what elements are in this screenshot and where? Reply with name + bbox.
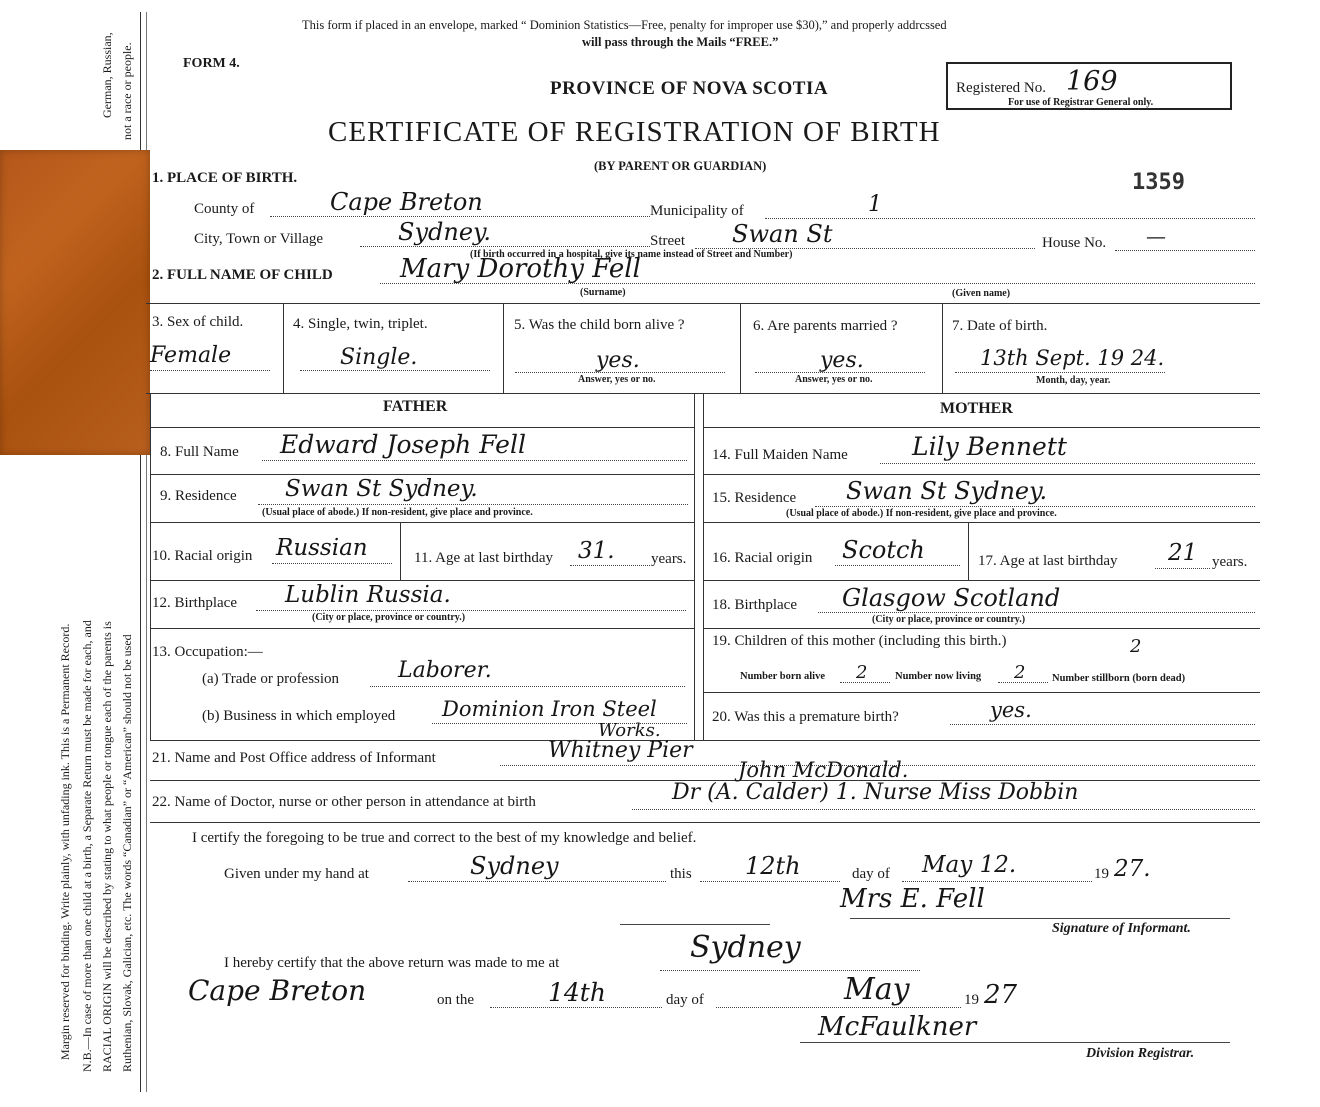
father-racial-value: Russian xyxy=(276,535,368,561)
premature-label: 20. Was this a premature birth? xyxy=(712,709,899,725)
mother-age-label: 17. Age at last birthday xyxy=(978,553,1118,569)
father-birthplace-line xyxy=(256,610,686,611)
stillborn-label: Number stillborn (born dead) xyxy=(1052,673,1186,684)
born-alive-label: 5. Was the child born alive ? xyxy=(514,317,685,333)
on-the-label: on the xyxy=(437,992,475,1008)
father-racial-line xyxy=(272,563,392,564)
father-row-4 xyxy=(150,580,694,581)
informant-signature: Mrs E. Fell xyxy=(840,884,985,914)
given-name-note: (Given name) xyxy=(952,288,1011,299)
house-label: House No. xyxy=(1042,235,1107,251)
father-row-5 xyxy=(150,628,694,629)
margin-note-4: Ruthenian, Slovak, Galician, etc. The words “Canadian” or “American” should not be used xyxy=(120,634,134,1072)
informant-signature-line xyxy=(850,918,1230,919)
dob-line xyxy=(955,372,1165,373)
hospital-note: (If birth occurred in a hospital, give its name instead of Street and Number) xyxy=(470,249,793,260)
plurality-line xyxy=(300,370,490,371)
registrar-place-value: Sydney xyxy=(690,930,801,965)
children-value: 2 xyxy=(1130,636,1142,657)
day-of-label: day of xyxy=(852,866,890,882)
business-value-2: Works. xyxy=(598,720,661,741)
mother-name-label: 14. Full Maiden Name xyxy=(712,447,848,463)
mother-row-2 xyxy=(703,474,1260,475)
child-name-value: Mary Dorothy Fell xyxy=(400,254,641,284)
registrar-signature: McFaulkner xyxy=(818,1012,977,1042)
registrar-day-line xyxy=(490,1007,662,1008)
mother-birthplace-label: 18. Birthplace xyxy=(712,597,797,613)
informant-signature-label: Signature of Informant. xyxy=(1052,921,1191,936)
born-alive-note: Answer, yes or no. xyxy=(578,374,656,385)
page-title: CERTIFICATE OF REGISTRATION OF BIRTH xyxy=(328,116,941,148)
registered-box xyxy=(946,62,1232,110)
county-value: Cape Breton xyxy=(330,188,483,216)
mother-racial-value: Scotch xyxy=(842,536,925,564)
plurality-label: 4. Single, twin, triplet. xyxy=(293,316,428,332)
registrar-day-value: 14th xyxy=(548,978,606,1007)
margin-note-top-2: not a race or people. xyxy=(120,42,134,140)
premature-line xyxy=(950,724,1255,725)
given-place-value: Sydney xyxy=(470,852,559,880)
mother-age-divider xyxy=(968,522,969,580)
premature-value: yes. xyxy=(990,698,1032,722)
given-place-line xyxy=(408,881,666,882)
father-row-3 xyxy=(150,522,694,523)
registrar-place-line xyxy=(660,970,920,971)
mother-row-4 xyxy=(703,580,1260,581)
informant-label: 21. Name and Post Office address of Informant xyxy=(152,750,436,766)
father-left-border xyxy=(150,393,151,740)
sex-label: 3. Sex of child. xyxy=(152,314,244,330)
father-birthplace-note: (City or place, province or country.) xyxy=(312,612,466,623)
given-day-line xyxy=(700,881,840,882)
mother-years: years. xyxy=(1212,554,1248,570)
doctor-value-2: Dr (A. Calder) 1. Nurse Miss Dobbin xyxy=(672,780,1079,805)
mother-residence-label: 15. Residence xyxy=(712,490,797,506)
mother-name-line xyxy=(880,463,1255,464)
given-day-value: 12th xyxy=(745,852,801,880)
house-value: — xyxy=(1146,224,1166,248)
city-line xyxy=(360,246,650,247)
informant-value: Whitney Pier xyxy=(548,738,693,763)
mother-row-1 xyxy=(703,427,1260,428)
father-age-value: 31. xyxy=(578,538,615,564)
doctor-label: 22. Name of Doctor, nurse or other person in attendance at birth xyxy=(152,794,536,810)
mother-residence-note: (Usual place of abode.) If non-resident, give place and province. xyxy=(786,508,1057,519)
trade-line xyxy=(370,686,685,687)
mother-racial-line xyxy=(835,565,960,566)
col-divider-4 xyxy=(503,303,504,393)
registered-value: 169 xyxy=(1066,66,1118,97)
mother-age-line xyxy=(1155,568,1210,569)
father-age-line xyxy=(570,565,650,566)
given-label: Given under my hand at xyxy=(224,866,369,882)
given-month-line xyxy=(902,881,1092,882)
trade-value: Laborer. xyxy=(398,658,492,683)
father-birthplace-label: 12. Birthplace xyxy=(152,595,237,611)
given-month-value: May 12. xyxy=(922,852,1017,878)
father-heading: FATHER xyxy=(383,398,448,415)
registrar-month-line xyxy=(716,1007,961,1008)
county-line xyxy=(270,216,650,217)
registrar-note: For use of Registrar General only. xyxy=(1008,97,1154,108)
born-alive-value: yes. xyxy=(596,348,640,373)
born-alive-count-value: 2 xyxy=(856,662,868,683)
dob-value: 13th Sept. 19 24. xyxy=(980,346,1165,370)
this-label: this xyxy=(670,866,692,882)
registrar-month-value: May xyxy=(844,972,910,1007)
father-birthplace-value: Lublin Russia. xyxy=(285,582,451,608)
mother-row-3 xyxy=(703,522,1260,523)
col-divider-3 xyxy=(283,303,284,393)
business-label: (b) Business in which employed xyxy=(202,708,396,724)
father-residence-line xyxy=(258,504,688,505)
mother-age-value: 21 xyxy=(1168,540,1198,566)
mother-birthplace-note: (City or place, province or country.) xyxy=(872,614,1026,625)
mother-residence-value: Swan St Sydney. xyxy=(846,477,1048,505)
occupation-label: 13. Occupation:— xyxy=(152,644,263,660)
day-of-label-2: day of xyxy=(666,992,704,1008)
born-alive-line xyxy=(515,372,725,373)
father-residence-label: 9. Residence xyxy=(160,488,237,504)
row-doctor xyxy=(150,822,1260,823)
father-row-2 xyxy=(150,474,694,475)
father-racial-label: 10. Racial origin xyxy=(152,548,253,564)
page-subtitle: (BY PARENT OR GUARDIAN) xyxy=(594,159,767,173)
given-year-value: 27. xyxy=(1114,856,1151,882)
center-divider-2 xyxy=(703,393,704,740)
mother-name-value: Lily Bennett xyxy=(912,432,1067,461)
mother-birthplace-line xyxy=(818,612,1255,613)
mother-row-6 xyxy=(703,692,1260,693)
sex-value: Female xyxy=(150,343,232,368)
father-residence-note: (Usual place of abode.) If non-resident, give place and province. xyxy=(262,507,533,518)
mother-residence-line xyxy=(815,506,1255,507)
city-value: Sydney. xyxy=(398,218,492,246)
father-name-label: 8. Full Name xyxy=(160,444,239,460)
father-age-divider xyxy=(400,522,401,580)
postal-notice-2: will pass through the Mails “FREE.” xyxy=(582,35,779,49)
margin-note-top-1: German, Russian, xyxy=(100,32,114,118)
center-divider-1 xyxy=(694,393,695,740)
postal-notice: This form if placed in an envelope, marked “ Dominion Statistics—Free, penalty for improper use $30),” and properly addrcssed xyxy=(302,18,947,32)
registrar-signature-line xyxy=(800,1042,1230,1043)
mother-birthplace-value: Glasgow Scotland xyxy=(842,584,1061,612)
municipality-value: 1 xyxy=(868,192,882,217)
dob-label: 7. Date of birth. xyxy=(952,318,1048,334)
binding-tape xyxy=(0,150,150,455)
stamp-number: 1359 xyxy=(1132,170,1185,195)
place-of-birth-heading: 1. PLACE OF BIRTH. xyxy=(152,170,298,186)
registrar-label: Division Registrar. xyxy=(1086,1046,1195,1061)
registrar-statement: I hereby certify that the above return was made to me at xyxy=(224,955,560,971)
sex-line xyxy=(150,370,270,371)
father-residence-value: Swan St Sydney. xyxy=(285,476,478,502)
street-label: Street xyxy=(650,233,685,249)
year-prefix: 19 xyxy=(1094,866,1109,882)
plurality-value: Single. xyxy=(340,345,418,370)
margin-note-2: N.B.—In case of more than one child at a birth, a Separate Return must be made for each, and xyxy=(80,620,94,1072)
form-number: FORM 4. xyxy=(183,56,240,71)
mother-racial-label: 16. Racial origin xyxy=(712,550,813,566)
father-years: years. xyxy=(651,551,687,567)
certify-statement: I certify the foregoing to be true and correct to the best of my knowledge and belief. xyxy=(192,830,697,846)
married-value: yes. xyxy=(820,348,864,373)
surname-note: (Surname) xyxy=(580,287,626,298)
city-label: City, Town or Village xyxy=(194,231,324,247)
municipality-label: Municipality of xyxy=(650,203,744,219)
business-value: Dominion Iron Steel xyxy=(442,697,657,721)
registrar-year-value: 27 xyxy=(984,980,1018,1010)
registrar-year-prefix: 19 xyxy=(964,992,979,1008)
mother-row-5 xyxy=(703,628,1260,629)
col-divider-5 xyxy=(740,303,741,393)
margin-note-3: RACIAL ORIGIN will be described by stating to what people or tongue each of the parents is xyxy=(100,621,114,1072)
province-heading: PROVINCE OF NOVA SCOTIA xyxy=(550,78,829,99)
street-value: Swan St xyxy=(732,220,833,248)
married-note: Answer, yes or no. xyxy=(795,374,873,385)
now-living-value: 2 xyxy=(1014,662,1026,683)
now-living-label: Number now living xyxy=(895,671,982,682)
county-label: County of xyxy=(194,201,255,217)
father-name-value: Edward Joseph Fell xyxy=(280,430,526,459)
married-label: 6. Are parents married ? xyxy=(753,318,898,334)
house-line xyxy=(1115,250,1255,251)
father-name-line xyxy=(262,460,687,461)
street-line xyxy=(695,248,1035,249)
trade-label: (a) Trade or profession xyxy=(202,671,340,687)
col-divider-6 xyxy=(942,303,943,393)
doctor-line xyxy=(632,809,1255,810)
doctor-value-1: John McDonald. xyxy=(738,758,909,782)
registrar-county-value: Cape Breton xyxy=(188,974,367,1007)
registered-label: Registered No. xyxy=(956,80,1046,96)
margin-note-1: Margin reserved for binding. Write plainly, with unfading ink. This is a Permanent Record. xyxy=(58,623,72,1060)
row-bottom xyxy=(150,740,1260,741)
municipality-line xyxy=(765,218,1255,219)
row-divider-1 xyxy=(146,303,1260,304)
father-row-1 xyxy=(150,427,694,428)
children-label: 19. Children of this mother (including this birth.) xyxy=(712,633,1007,649)
married-line xyxy=(755,372,925,373)
child-name-label: 2. FULL NAME OF CHILD xyxy=(152,267,333,283)
father-age-label: 11. Age at last birthday xyxy=(414,550,553,566)
dob-note: Month, day, year. xyxy=(1036,375,1111,386)
section-separator xyxy=(620,924,770,925)
born-alive-count-label: Number born alive xyxy=(740,671,825,682)
mother-heading: MOTHER xyxy=(940,400,1013,417)
